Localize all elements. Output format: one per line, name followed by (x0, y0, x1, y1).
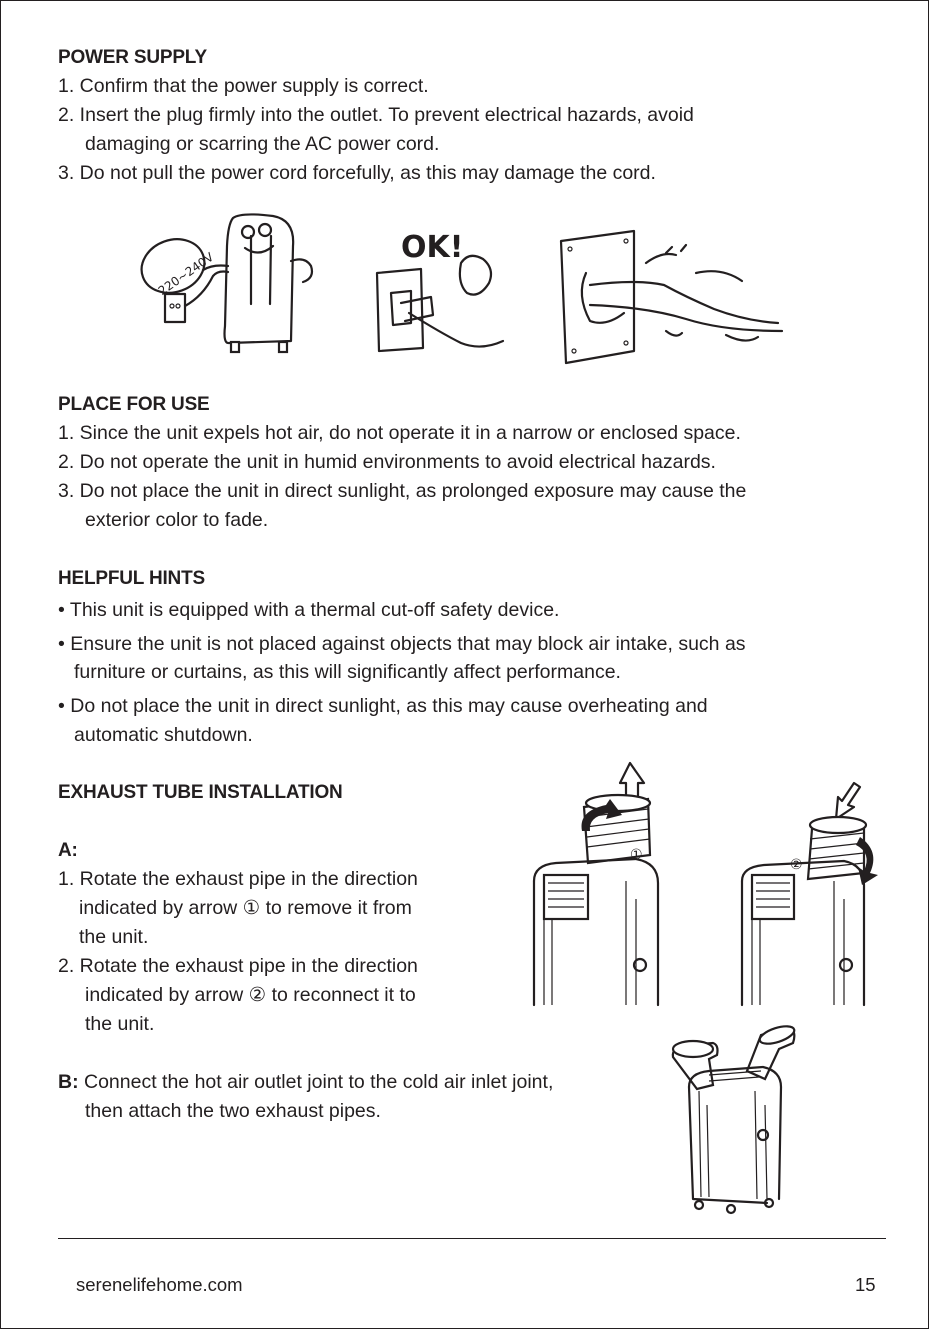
hint-item-3-cont: automatic shutdown. (74, 724, 253, 746)
exhaust-b-item-2: then attach the two exhaust pipes. (85, 1100, 381, 1122)
place-item-2: 2. Do not operate the unit in humid environments to avoid electrical hazards. (58, 451, 716, 473)
exhaust-b-label: B: (58, 1071, 79, 1093)
place-for-use-heading: PLACE FOR USE (58, 394, 210, 415)
hint-item-1: • This unit is equipped with a thermal cut-off safety device. (58, 596, 559, 625)
pull-cord-illustration (546, 223, 791, 368)
exhaust-heading: EXHAUST TUBE INSTALLATION (58, 782, 343, 803)
helpful-hints-heading: HELPFUL HINTS (58, 568, 205, 589)
exhaust-b-item-1: B: Connect the hot air outlet joint to the cold air inlet joint, (58, 1071, 554, 1093)
exhaust-a-item-1-cont1: indicated by arrow ① to remove it from (79, 897, 412, 919)
exhaust-a-item-1-cont2: the unit. (79, 926, 149, 948)
place-item-1: 1. Since the unit expels hot air, do not operate it in a narrow or enclosed space. (58, 422, 741, 444)
exhaust-a-label: A: (58, 840, 78, 861)
ok-label: OK! (401, 230, 464, 265)
page-number: 15 (855, 1274, 876, 1295)
voltage-label: 220~240V (155, 249, 217, 299)
power-supply-item-2-cont: damaging or scarring the AC power cord. (85, 133, 440, 155)
power-supply-item-3: 3. Do not pull the power cord forcefully, as this may damage the cord. (58, 162, 656, 184)
place-item-3: 3. Do not place the unit in direct sunlight, as prolonged exposure may cause the (58, 480, 747, 502)
exhaust-a-item-2-cont2: the unit. (85, 1013, 155, 1035)
ok-plug-illustration (371, 223, 521, 358)
power-supply-item-2: 2. Insert the plug firmly into the outlet. To prevent electrical hazards, avoid (58, 104, 694, 126)
marker-2: ② (790, 857, 803, 873)
marker-1: ① (630, 847, 643, 863)
exhaust-a-item-2: 2. Rotate the exhaust pipe in the direction (58, 955, 418, 977)
exhaust-a-item-1: 1. Rotate the exhaust pipe in the direction (58, 868, 418, 890)
remove-pipe-illustration (526, 759, 666, 1007)
hint-item-2-cont: furniture or curtains, as this will significantly affect performance. (74, 661, 621, 683)
reconnect-pipe-illustration (738, 781, 878, 1007)
unit-plug-illustration (133, 206, 333, 366)
footer-divider (58, 1238, 886, 1239)
hint-item-3: • Do not place the unit in direct sunlight, as this may cause overheating and (58, 692, 708, 721)
power-supply-item-1: 1. Confirm that the power supply is correct. (58, 75, 429, 97)
hint-item-2: • Ensure the unit is not placed against objects that may block air intake, such as (58, 630, 746, 659)
power-supply-heading: POWER SUPPLY (58, 47, 207, 68)
place-item-3-cont: exterior color to fade. (85, 509, 269, 531)
footer-website: serenelifehome.com (76, 1274, 243, 1295)
exhaust-a-item-2-cont1: indicated by arrow ② to reconnect it to (85, 984, 416, 1006)
two-pipes-illustration (669, 1025, 809, 1215)
